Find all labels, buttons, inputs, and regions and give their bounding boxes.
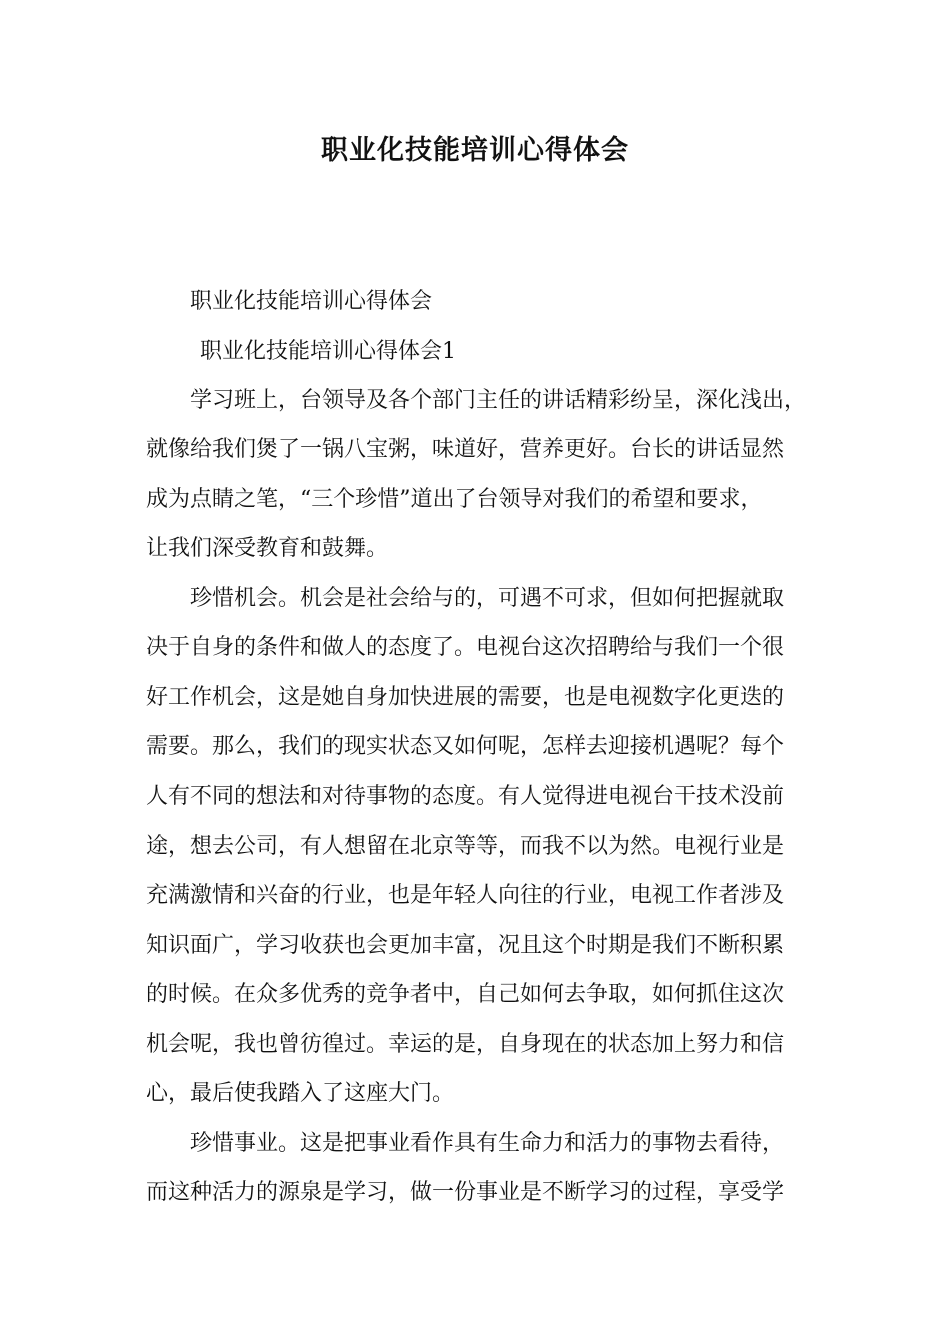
paragraph-line: 心，最后使我踏入了这座大门。 [146,1081,455,1106]
paragraph-line: 的时候。在众多优秀的竞争者中，自己如何去争取，如何抓住这次 [146,982,785,1007]
paragraph-line: 珍惜机会。机会是社会给与的，可遇不可求，但如何把握就取 [190,586,785,611]
paragraph-line: 让我们深受教育和鼓舞。 [146,536,389,561]
paragraph-line: 途，想去公司，有人想留在北京等等，而我不以为然。电视行业是 [146,834,785,859]
paragraph-line: 人有不同的想法和对待事物的态度。有人觉得进电视台干技术没前 [146,784,785,809]
section-heading: 职业化技能培训心得体会1 [200,339,456,364]
paragraph-line: 珍惜事业。这是把事业看作具有生命力和活力的事物去看待， [190,1131,785,1156]
paragraph-line: 充满激情和兴奋的行业，也是年轻人向往的行业，电视工作者涉及 [146,883,785,908]
paragraph-line: 而这种活力的源泉是学习，做一份事业是不断学习的过程，享受学 [146,1180,785,1205]
paragraph-line: 机会呢，我也曾彷徨过。幸运的是，自身现在的状态加上努力和信 [146,1032,785,1057]
paragraph-line: 成为点睛之笔，“三个珍惜”道出了台领导对我们的希望和要求， [146,487,763,512]
paragraph-line: 知识面广，学习收获也会更加丰富，况且这个时期是我们不断积累 [146,933,785,958]
paragraph-line: 就像给我们煲了一锅八宝粥，味道好，营养更好。台长的讲话显然 [146,437,785,462]
subheading: 职业化技能培训心得体会 [190,289,433,314]
paragraph-line: 决于自身的条件和做人的态度了。电视台这次招聘给与我们一个很 [146,635,785,660]
paragraph-line: 好工作机会，这是她自身加快进展的需要，也是电视数字化更迭的 [146,685,785,710]
paragraph-line: 需要。那么，我们的现实状态又如何呢，怎样去迎接机遇呢？每个 [146,734,785,759]
document-title: 职业化技能培训心得体会 [321,135,629,166]
paragraph-line: 学习班上，台领导及各个部门主任的讲话精彩纷呈，深化浅出， [190,388,807,413]
